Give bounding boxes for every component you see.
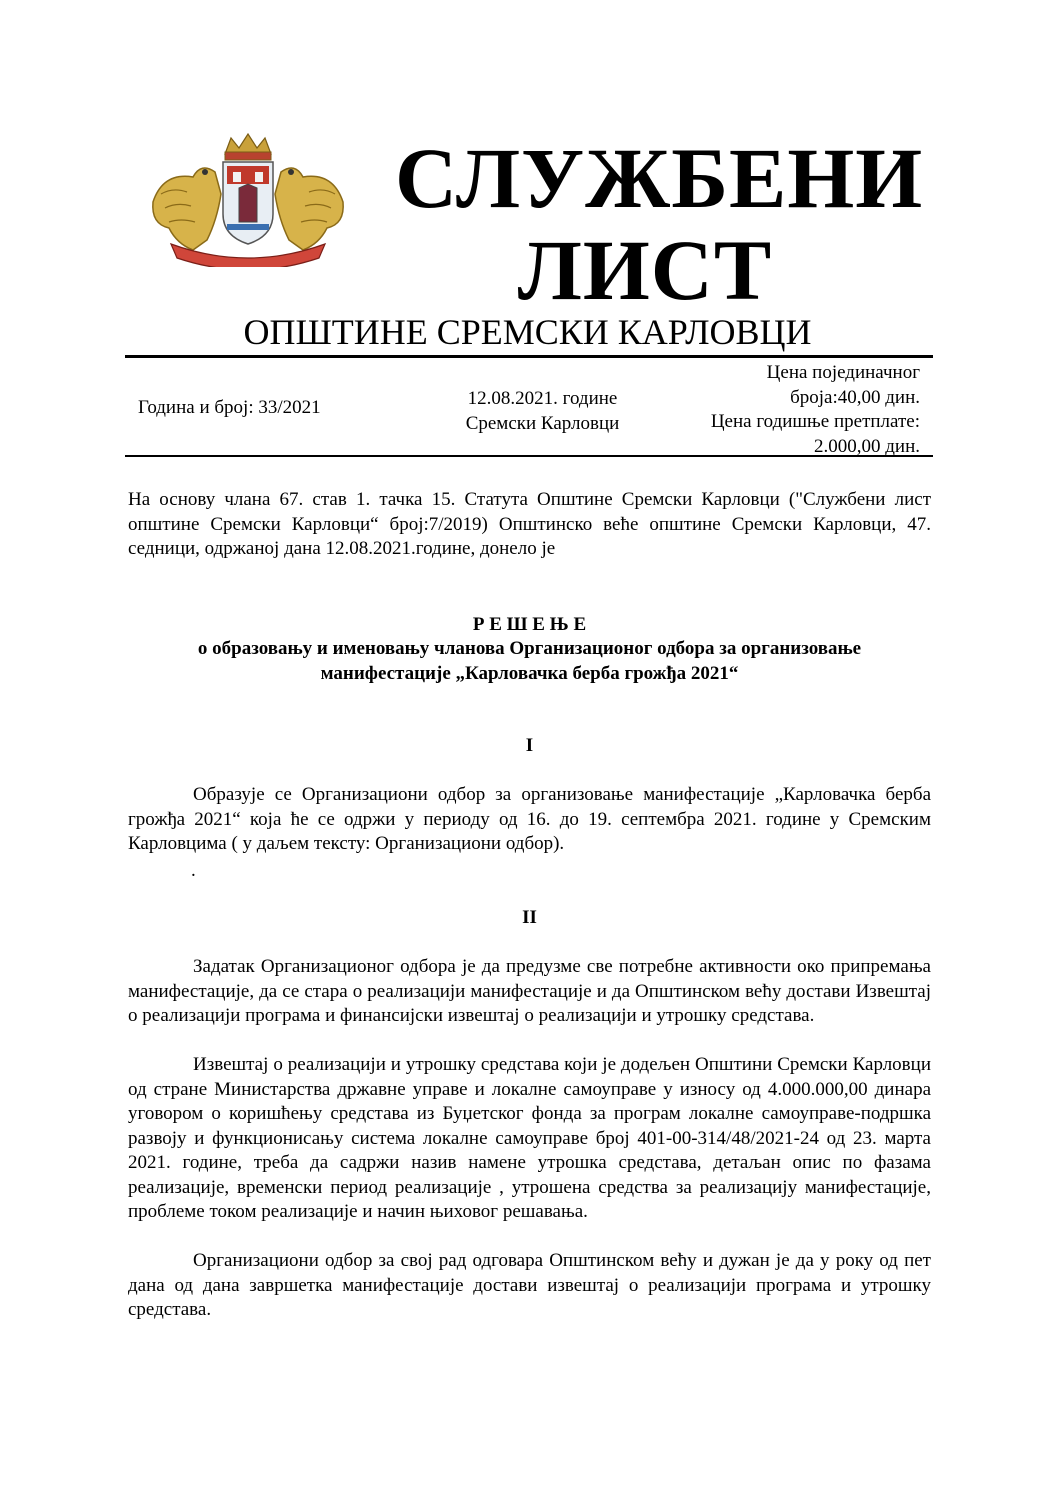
masthead-subtitle: ОПШТИНЕ СРЕМСКИ КАРЛОВЦИ <box>243 312 812 352</box>
section-2-paragraph-3: Организациони одбор за свој рад одговара Општинском већу и дужан је да у року од пет дана од дана завршетка манифестације достави извештај о реализацији програма и утрошку средстава. <box>128 1250 931 1320</box>
preamble-paragraph: На основу члана 67. став 1. тачка 15. Статута Општине Сремски Карловци ("Службени лист општине Сремски Карловци“ број:7/2019) Општинско веће општине Сремски Карловци, 47. седници, одржаној дана 12.08.2021.године, донело је <box>128 489 931 559</box>
decision-subject-line1: о образовању и именовању чланова Организационог одбора за организовање <box>197 638 862 659</box>
section-1-numeral: I <box>525 735 534 756</box>
issue-date: 12.08.2021. године <box>467 388 618 409</box>
section-2-numeral: II <box>522 907 537 928</box>
masthead-title-line2: ЛИСТ <box>517 222 773 318</box>
issue-number: Година и број: 33/2021 <box>138 397 321 418</box>
price-annual-label: Цена годишње претплате: <box>710 411 920 432</box>
price-annual-value: 2.000,00 дин. <box>813 435 920 457</box>
decision-heading: Р Е Ш Е Њ Е <box>472 614 587 635</box>
header-divider-top <box>125 355 933 358</box>
header-divider-bottom <box>125 455 933 457</box>
section-1-paragraph: Образује се Организациони одбор за организовање манифестације „Карловачка берба грожђа 2021“ која ће се одржи у периоду од 16. до 19. септембра 2021. године у Сремским Карловцима ( у даљем тексту: Организациони одбор). <box>128 784 931 854</box>
price-single-value: броја:40,00 дин. <box>790 386 920 408</box>
masthead-title-line1: СЛУЖБЕНИ <box>395 130 924 226</box>
issue-place: Сремски Карловци <box>465 413 620 434</box>
price-single-label: Цена појединачног <box>766 362 920 383</box>
coat-of-arms-emblem <box>143 132 353 267</box>
decision-subject-line2: манифестације „Карловачка берба грожђа 2021“ <box>320 663 739 684</box>
section-2-paragraph-1: Задатак Организационог одбора је да предузме све потребне активности око припремања манифестације, да се стара о реализацији манифестације и да Општинском већу достави Извештај о реализацији програма и финансијски извештај о реализацији и утрошку средстава. <box>128 956 931 1026</box>
issue-date-place <box>440 386 645 436</box>
stray-dot: . <box>191 860 196 881</box>
price-info <box>660 361 920 459</box>
section-2-paragraph-2: Извештај о реализацији и утрошку средстава који је додељен Општини Сремски Карловци од стране Министарства државне управе и локалне самоуправе у износу од 4.000.000,00 динара уговором о коришћењу средстава из Буџетског фонда за програм локалне самоуправе-подршка развоју и функционисању система локалне самоуправе број 401-00-314/48/2021-24 од 23. марта 2021. године, треба да садржи назив намене утрошка средстава, детаљан опис по фазама реализације, временски период реализације , утрошена средства за реализацију манифестације, проблеме током реализације и начин њиховог решавања. <box>128 1054 931 1222</box>
